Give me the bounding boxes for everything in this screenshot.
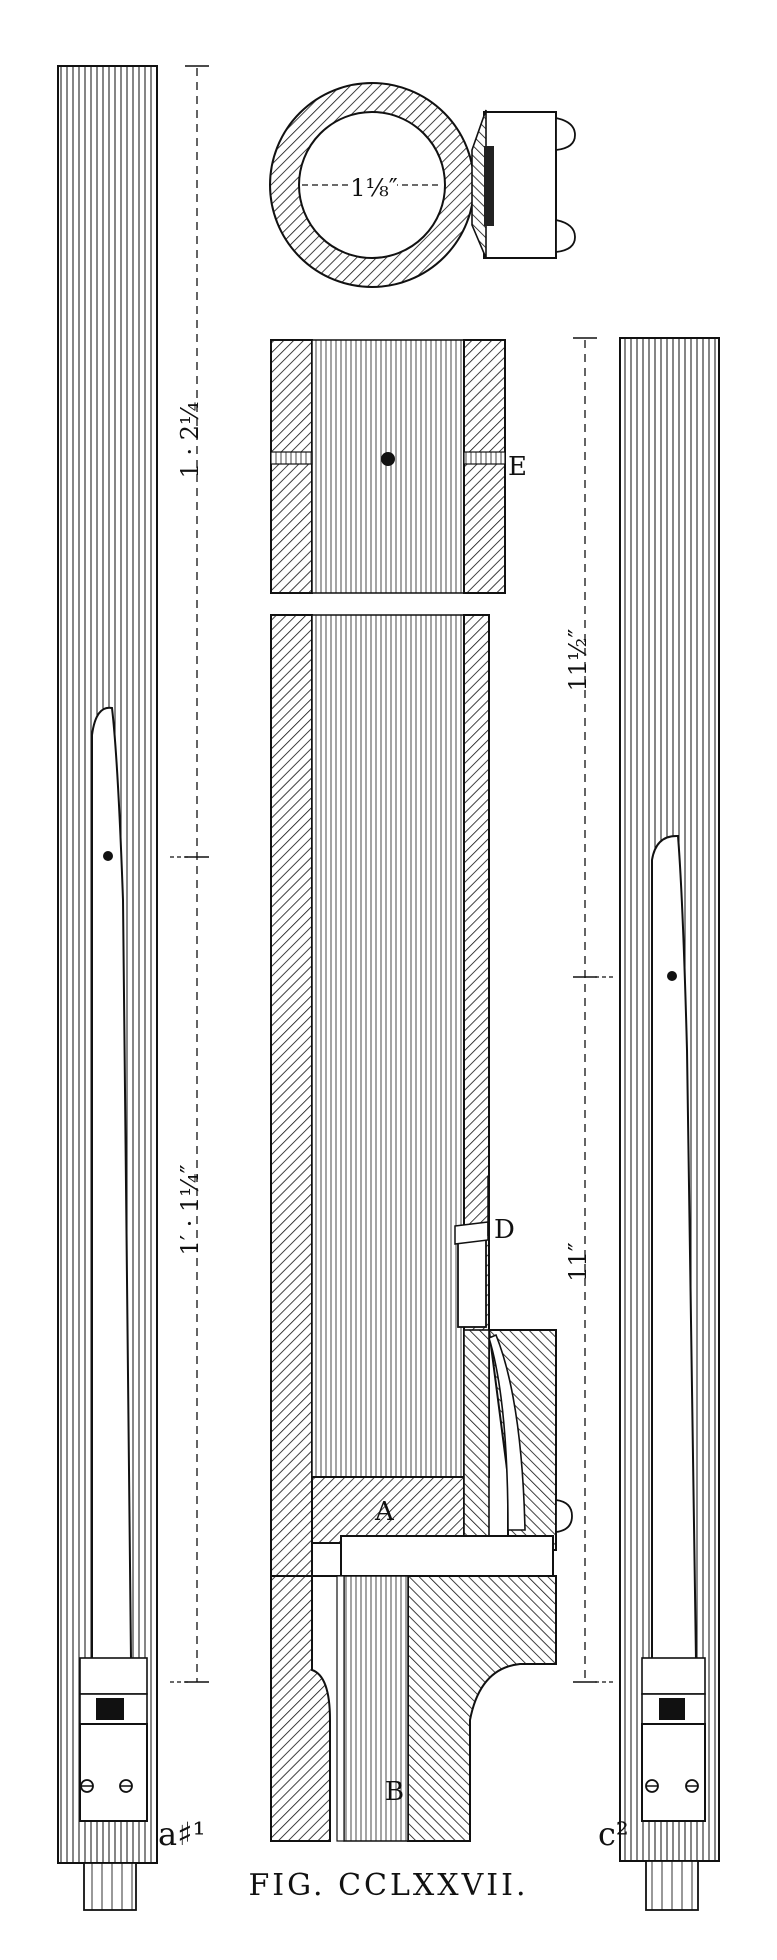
clamp-nut-top (556, 118, 575, 150)
right-note-label: c² (598, 1815, 629, 1853)
left-dimension-upper: 1 · 2¼ (176, 401, 204, 479)
tongue-d (458, 1232, 486, 1327)
clamp-nut-bottom (556, 220, 575, 252)
label-e: E (508, 452, 527, 482)
left-note-label: a♯¹ (158, 1815, 206, 1853)
clamp-wedge (472, 110, 486, 258)
left-pipe-mouth (80, 1658, 147, 1694)
right-dimension-lower: 11″ (564, 1242, 592, 1282)
left-pipe-mouth-dark (96, 1698, 124, 1720)
left-pipe-hole (103, 851, 113, 861)
right-pipe-hole (667, 971, 677, 981)
right-pipe-mouth (642, 1658, 705, 1694)
label-d: D (494, 1215, 515, 1245)
center-section (271, 340, 572, 1841)
right-dimension-upper: 11½″ (564, 628, 592, 692)
left-dimension-lower: 1′ · 1¼″ (176, 1164, 204, 1256)
block-a-shallot (464, 1330, 489, 1543)
right-pipe (564, 338, 719, 1910)
right-pipe-mouth-dark (659, 1698, 685, 1720)
figure-caption: FIG. CCLXXVII. (248, 1868, 529, 1903)
label-b: B (385, 1777, 405, 1807)
bore-dimension: 1⅛″ (350, 174, 398, 202)
tuning-slot-right (464, 452, 505, 464)
right-pipe-plate (642, 1724, 705, 1821)
tuning-slot-left (271, 452, 312, 464)
label-a: A (375, 1497, 394, 1527)
clamp-dark-strip (484, 146, 494, 226)
tuning-hole (381, 452, 395, 466)
left-pipe (58, 66, 209, 1910)
slot (341, 1536, 553, 1576)
ring-cross-section (270, 83, 575, 287)
wedge-nut (556, 1500, 572, 1532)
clamp-block (484, 112, 556, 258)
left-pipe-plate (80, 1724, 147, 1821)
